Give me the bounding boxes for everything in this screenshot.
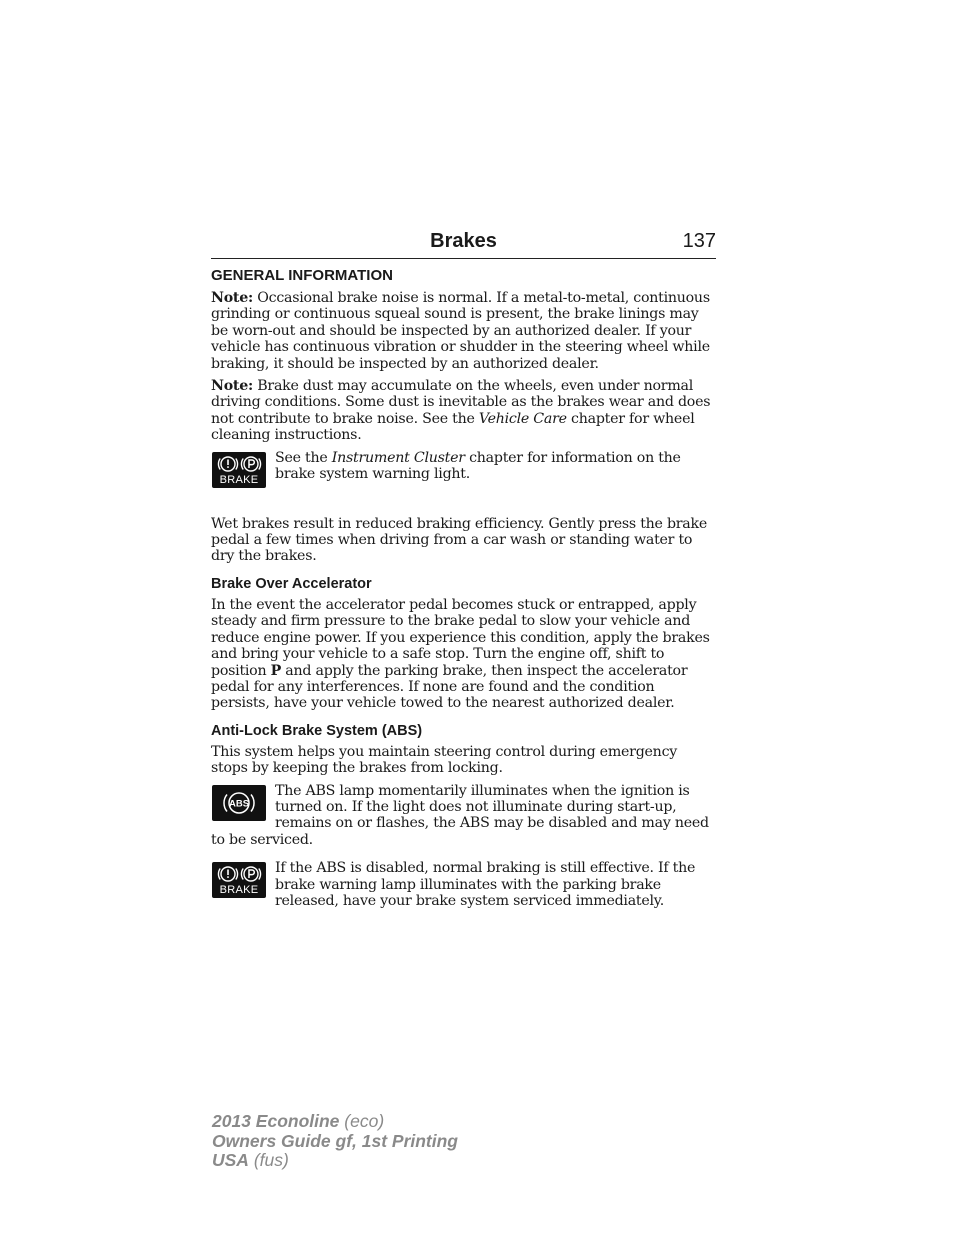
abs-lamp-block — [211, 783, 716, 855]
chapter-reference: Instrument Cluster — [331, 449, 465, 466]
abs-warning-icon — [212, 785, 266, 821]
abs-disabled-text: If the ABS is disabled, normal braking is still effective. If the brake warning lamp illuminates with the parking brake released, have your brake system serviced immediately. — [275, 860, 696, 909]
brake-icon-label: BRAKE — [219, 473, 259, 486]
note-text: Occasional brake noise is normal. If a metal-to-metal, continuous grinding or continuous squeal sound is present, the brake linings may be worn-out and should be inspected by an authorized dealer. If your vehicle has continuous vibration or shudder in the steering wheel while braking, it should be inspected by an authorized dealer. — [211, 290, 710, 372]
brake-icon-label: BRAKE — [219, 884, 259, 897]
abs-intro-paragraph: This system helps you maintain steering control during emergency stops by keeping the brakes from locking. — [211, 743, 678, 777]
footer-line-3: USA (fus) — [212, 1150, 289, 1170]
boa-paragraph: In the event the accelerator pedal becomes stuck or entrapped, apply steady and firm pressure to the brake pedal to slow your vehicle and reduce engine power. If you experience this condition, apply the brakes and bring your vehicle to a safe stop. Turn the engine off, shift to position P and apply the parking brake, then inspect the accelerator pedal for any interferences. If none are found and the condition persists, have your vehicle towed to the nearest authorized dealer. — [211, 596, 710, 712]
note-text: chapter for wheel cleaning instructions. — [211, 410, 695, 444]
page-header — [211, 228, 716, 259]
note-paragraph-1 — [211, 290, 716, 372]
brake-warning-text: See the Instrument Cluster chapter for information on the brake system warning light. — [275, 449, 681, 483]
chapter-title: Brakes — [430, 230, 497, 252]
note-label: Note: — [211, 378, 253, 395]
manual-page — [211, 228, 716, 921]
note-label: Note: — [211, 290, 253, 306]
note-paragraph-2 — [211, 378, 716, 444]
brake-warning-icon — [212, 452, 266, 488]
abs-disabled-block — [211, 860, 716, 915]
brake-warning-icon — [212, 862, 266, 898]
chapter-reference: Vehicle Care — [478, 410, 567, 427]
abs-icon-label: ABS — [228, 798, 250, 810]
subsection-title-abs: Anti-Lock Brake System (ABS) — [211, 722, 423, 739]
footer-line-2: Owners Guide gf, 1st Printing — [212, 1130, 458, 1151]
gear-position: P — [270, 662, 282, 679]
footer-line-1: 2013 Econoline (eco) — [212, 1111, 385, 1131]
page-number: 137 — [682, 230, 716, 252]
note-text: Brake dust may accumulate on the wheels, even under normal driving conditions. Some dust is inevitable as the brakes wear and does not contribute to brake noise. See the — [211, 378, 711, 427]
brake-warning-block — [211, 450, 716, 492]
wet-brakes-paragraph: Wet brakes result in reduced braking efficiency. Gently press the brake pedal a few times when driving from a car wash or standing water to dry the brakes. — [211, 515, 708, 565]
section-title: GENERAL INFORMATION — [211, 267, 393, 284]
page-footer — [212, 1112, 458, 1171]
subsection-title-boa: Brake Over Accelerator — [211, 575, 372, 592]
abs-lamp-text: The ABS lamp momentarily illuminates when the ignition is turned on. If the light does not illuminate during start-up, remains on or flashes, the ABS may be disabled and may need to be serviced. — [211, 782, 709, 848]
